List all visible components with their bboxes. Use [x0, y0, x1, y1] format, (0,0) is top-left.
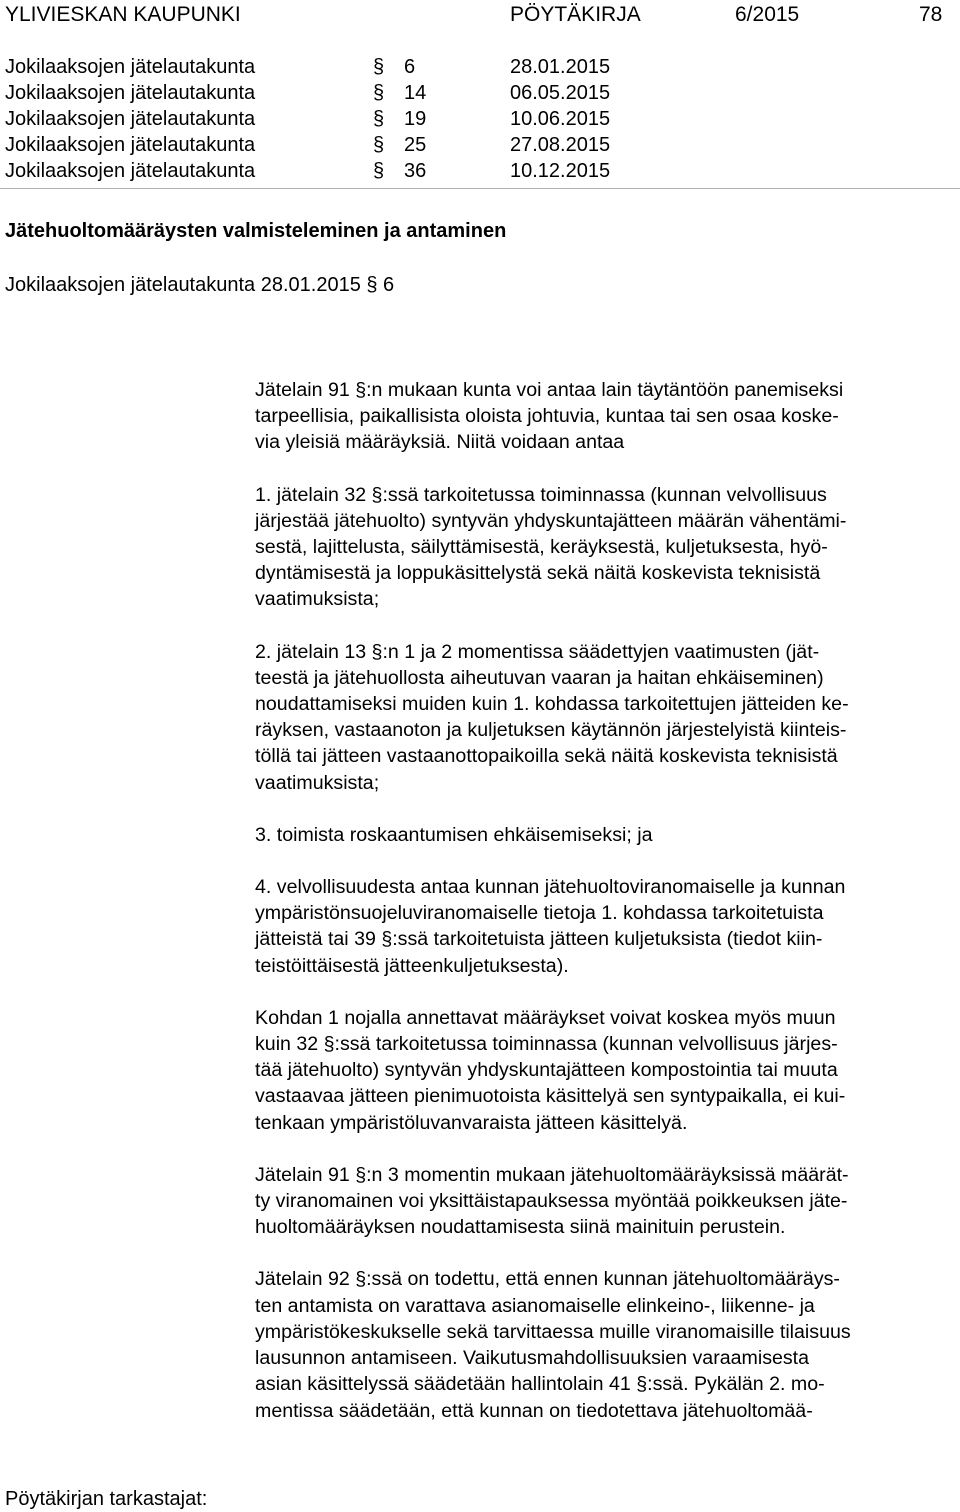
minutes-reviewers-label: Pöytäkirjan tarkastajat:	[5, 1488, 208, 1510]
history-body: Jokilaaksojen jätelautakunta	[5, 160, 256, 182]
text-line: töllä tai jätteen vastaanottopaikoilla sekä näitä koskevista teknisistä	[255, 745, 838, 768]
history-row	[0, 106, 960, 132]
text-line: asian käsittelyssä säädetään hallintolain 41 §:ssä. Pykälän 2. mo-	[255, 1373, 825, 1396]
page-header	[0, 0, 960, 30]
text-line: järjestää jätehuolto) syntyvän yhdyskuntajätteen määrän vähentämi-	[255, 509, 847, 532]
history-body: Jokilaaksojen jätelautakunta	[5, 134, 256, 156]
paragraph	[255, 822, 960, 848]
text-line: Kohdan 1 nojalla annettavat määräykset voivat koskea myös muun	[255, 1006, 836, 1029]
handling-history	[0, 54, 960, 184]
history-body: Jokilaaksojen jätelautakunta	[5, 82, 256, 104]
page-number: 78	[919, 3, 943, 26]
section-sign: §	[373, 82, 385, 104]
text-line: 3. toimista roskaantumisen ehkäisemiseksi; ja	[255, 823, 653, 846]
paragraph	[255, 377, 960, 456]
meeting-reference: Jokilaaksojen jätelautakunta 28.01.2015 § 6	[5, 274, 395, 296]
history-row	[0, 54, 960, 80]
text-line: teestä ja jätehuollosta aiheutuvan vaaran ja haitan ehkäiseminen)	[255, 666, 824, 689]
text-line: tää jätehuolto) syntyvän yhdyskuntajätteen kompostointia tai muuta	[255, 1059, 838, 1082]
section-body	[255, 377, 960, 1424]
history-row	[0, 132, 960, 158]
section-sign: §	[373, 108, 385, 130]
history-date: 10.06.2015	[510, 108, 611, 130]
text-line: 2. jätelain 13 §:n 1 ja 2 momentissa säädettyjen vaatimusten (jät-	[255, 640, 820, 663]
document-type: PÖYTÄKIRJA	[510, 3, 641, 26]
text-line: kuin 32 §:ssä tarkoitetussa toiminnassa (kunnan velvollisuus järjes-	[255, 1033, 838, 1056]
text-line: ten antamista on varattava asianomaiselle elinkeino-, liikenne- ja	[255, 1294, 815, 1317]
text-line: mentissa säädetään, että kunnan on tiedotettava jätehuoltomää-	[255, 1399, 813, 1422]
history-number: 6	[404, 56, 416, 78]
section-sign: §	[373, 134, 385, 156]
paragraph	[255, 1162, 960, 1241]
paragraph	[255, 1266, 960, 1423]
text-line: Jätelain 91 §:n mukaan kunta voi antaa lain täytäntöön panemiseksi	[255, 379, 844, 401]
text-line: ympäristökeskukselle sekä tarvittaessa muille viranomaisille tilaisuus	[255, 1320, 851, 1343]
text-line: vastaavaa jätteen pienimuotoista käsittelyä sen syntypaikalla, ei kui-	[255, 1085, 846, 1108]
text-line: Jätelain 91 §:n 3 momentin mukaan jätehuoltomääräyksissä määrät-	[255, 1163, 849, 1186]
section-sign: §	[373, 160, 385, 182]
history-body: Jokilaaksojen jätelautakunta	[5, 108, 256, 130]
section-sign: §	[373, 56, 385, 78]
history-date: 06.05.2015	[510, 82, 611, 104]
text-line: räyksen, vastaanoton ja kuljetuksen käytännön järjestelyistä kiinteis-	[255, 719, 847, 742]
text-line: tenkaan ympäristöluvanvaraista jätteen käsittelyä.	[255, 1111, 688, 1134]
text-line: 4. velvollisuudesta antaa kunnan jätehuoltoviranomaiselle ja kunnan	[255, 876, 846, 899]
paragraph	[255, 874, 960, 979]
history-row	[0, 80, 960, 106]
paragraph	[255, 1005, 960, 1136]
text-line: via yleisiä määräyksiä. Niitä voidaan antaa	[255, 431, 625, 454]
paragraph	[255, 482, 960, 613]
text-line: huoltomääräyksen noudattamisesta siinä mainituin perustein.	[255, 1216, 786, 1239]
paragraph	[255, 639, 960, 796]
history-body: Jokilaaksojen jätelautakunta	[5, 56, 256, 78]
organization-name: YLIVIESKAN KAUPUNKI	[5, 3, 241, 26]
text-line: sestä, lajittelusta, säilyttämisestä, keräyksestä, kuljetuksesta, hyö-	[255, 536, 828, 559]
text-line: vaatimuksista;	[255, 588, 380, 611]
text-line: ympäristönsuojeluviranomaiselle tietoja 1. kohdassa tarkoitetuista	[255, 902, 824, 925]
history-number: 25	[404, 134, 427, 156]
text-line: vaatimuksista;	[255, 771, 380, 794]
text-line: lausunnon antamiseen. Vaikutusmahdollisuuksien varaamisesta	[255, 1347, 810, 1370]
section-title: Jätehuoltomääräysten valmisteleminen ja antaminen	[5, 220, 507, 242]
meeting-number: 6/2015	[735, 3, 800, 26]
history-row	[0, 158, 960, 184]
text-line: Jätelain 92 §:ssä on todettu, että ennen kunnan jätehuoltomääräys-	[255, 1268, 840, 1291]
text-line: teistöittäisestä jätteenkuljetuksesta).	[255, 954, 569, 977]
history-number: 19	[404, 108, 427, 130]
history-number: 14	[404, 82, 427, 104]
history-date: 27.08.2015	[510, 134, 611, 156]
text-line: tarpeellisia, paikallisista oloista johtuvia, kuntaa tai sen osaa koske-	[255, 405, 839, 428]
text-line: dyntämisestä ja loppukäsittelystä sekä näitä koskevista teknisistä	[255, 562, 821, 585]
text-line: jätteistä tai 39 §:ssä tarkoitetuista jätteen kuljetuksista (tiedot kiin-	[255, 928, 823, 951]
text-line: 1. jätelain 32 §:ssä tarkoitetussa toiminnassa (kunnan velvollisuus	[255, 483, 827, 506]
text-line: noudattamiseksi muiden kuin 1. kohdassa tarkoitettujen jätteiden ke-	[255, 693, 849, 716]
divider-line	[0, 188, 960, 189]
history-date: 28.01.2015	[510, 56, 611, 78]
text-line: ty viranomainen voi yksittäistapauksessa myöntää poikkeuksen jäte-	[255, 1190, 848, 1213]
history-date: 10.12.2015	[510, 160, 611, 182]
history-number: 36	[404, 160, 427, 182]
